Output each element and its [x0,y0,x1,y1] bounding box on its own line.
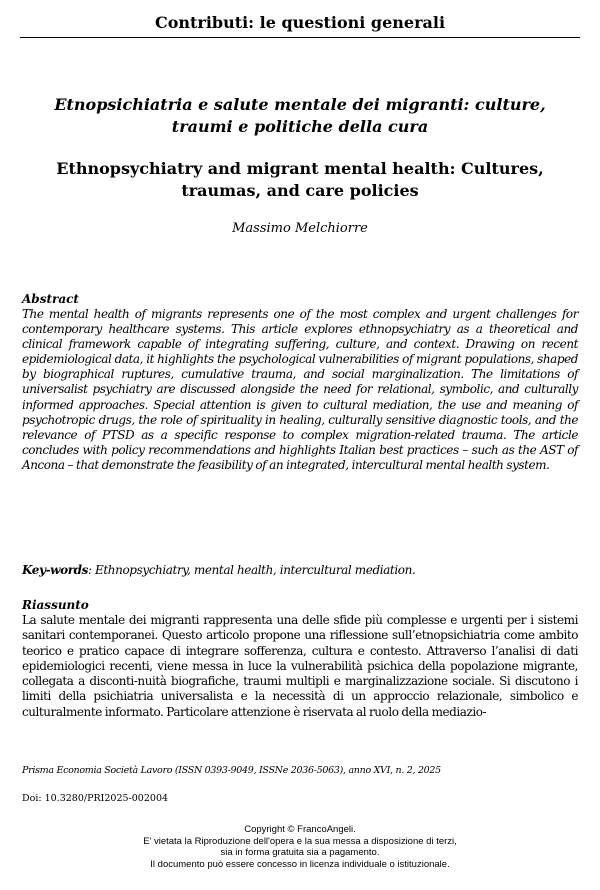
copyright-notice [0,824,600,870]
keywords-text: : Ethnopsychiatry, mental health, intercultural mediation. [87,563,416,577]
header-rule [20,37,580,38]
abstract-text: The mental health of migrants represents one of the most complex and urgent challenges for contemporary healthcare systems. This article explores ethnopsychiatry as a theoretical and clinical framework capable of integrating suffering, culture, and context. Drawing on recent epidemiological data, it highlights the psychological vulnerabilities of migrant populations, shaped by biographical ruptures, cumulative trauma, and social marginalization. The limitations of universalist psychiatry are discussed alongside the need for relational, symbolic, and culturally informed approaches. Special attention is given to cultural mediation, the use and meaning of psychotropic drugs, the role of spirituality in healing, culturally sensitive diagnostic tools, and the relevance of PTSD as a specific response to complex migration-related trauma. The article concludes with policy recommendations and highlights Italian best practices – such as the AST of Ancona – that demonstrate the feasibility of an integrated, intercultural mental health system. [22,307,578,472]
author-name: Massimo Melchiorre [232,221,368,236]
italian-title: Etnopsichiatria e salute mentale dei migranti: culture, traumi e politiche della cura [54,95,546,136]
abstract-heading: Abstract [22,292,79,306]
copyright-line: sia in forma gratuita sia a pagamento. [220,847,380,858]
copyright-line: E' vietata la Riproduzione dell'opera e la sua messa a disposizione di terzi, [143,835,457,847]
keywords-line [22,563,578,578]
english-title: Ethnopsychiatry and migrant mental health: Cultures, traumas, and care policies [56,159,544,200]
copyright-line: Copyright © FrancoAngeli. [244,824,356,835]
doi-line: Doi: 10.3280/PRI2025-002004 [22,793,169,804]
keywords-label: Key-words [22,563,88,577]
running-header: Contributi: le questioni generali [154,13,446,32]
riassunto-text: La salute mentale dei migranti rappresenta una delle sfide più complesse e urgenti per i sistemi sanitari contemporanei. Questo articolo propone una riflessione sull’etnopsichiatria come ambito teorico e pratico capace di integrare sofferenza, cultura e contesto. Attraverso l’analisi di dati epidemiologici recenti, viene messa in luce la vulnerabilità psichica della popolazione migrante, collegata a disconti-nuità biografiche, traumi multipli e marginalizzazione sociale. Si discutono i limiti della psichiatria universalista e la necessità di un approccio relazionale, simbolico e culturalmente informato. Particolare attenzione è riservata al ruolo della mediazio- [22,613,578,719]
journal-citation: Prisma Economia Società Lavoro (ISSN 0393-9049, ISSNe 2036-5063), anno XVI, n. 2, 2025 [22,765,441,776]
copyright-line: Il documento può essere concesso in licenza individuale o istituzionale. [150,858,450,870]
riassunto-heading: Riassunto [22,598,89,612]
